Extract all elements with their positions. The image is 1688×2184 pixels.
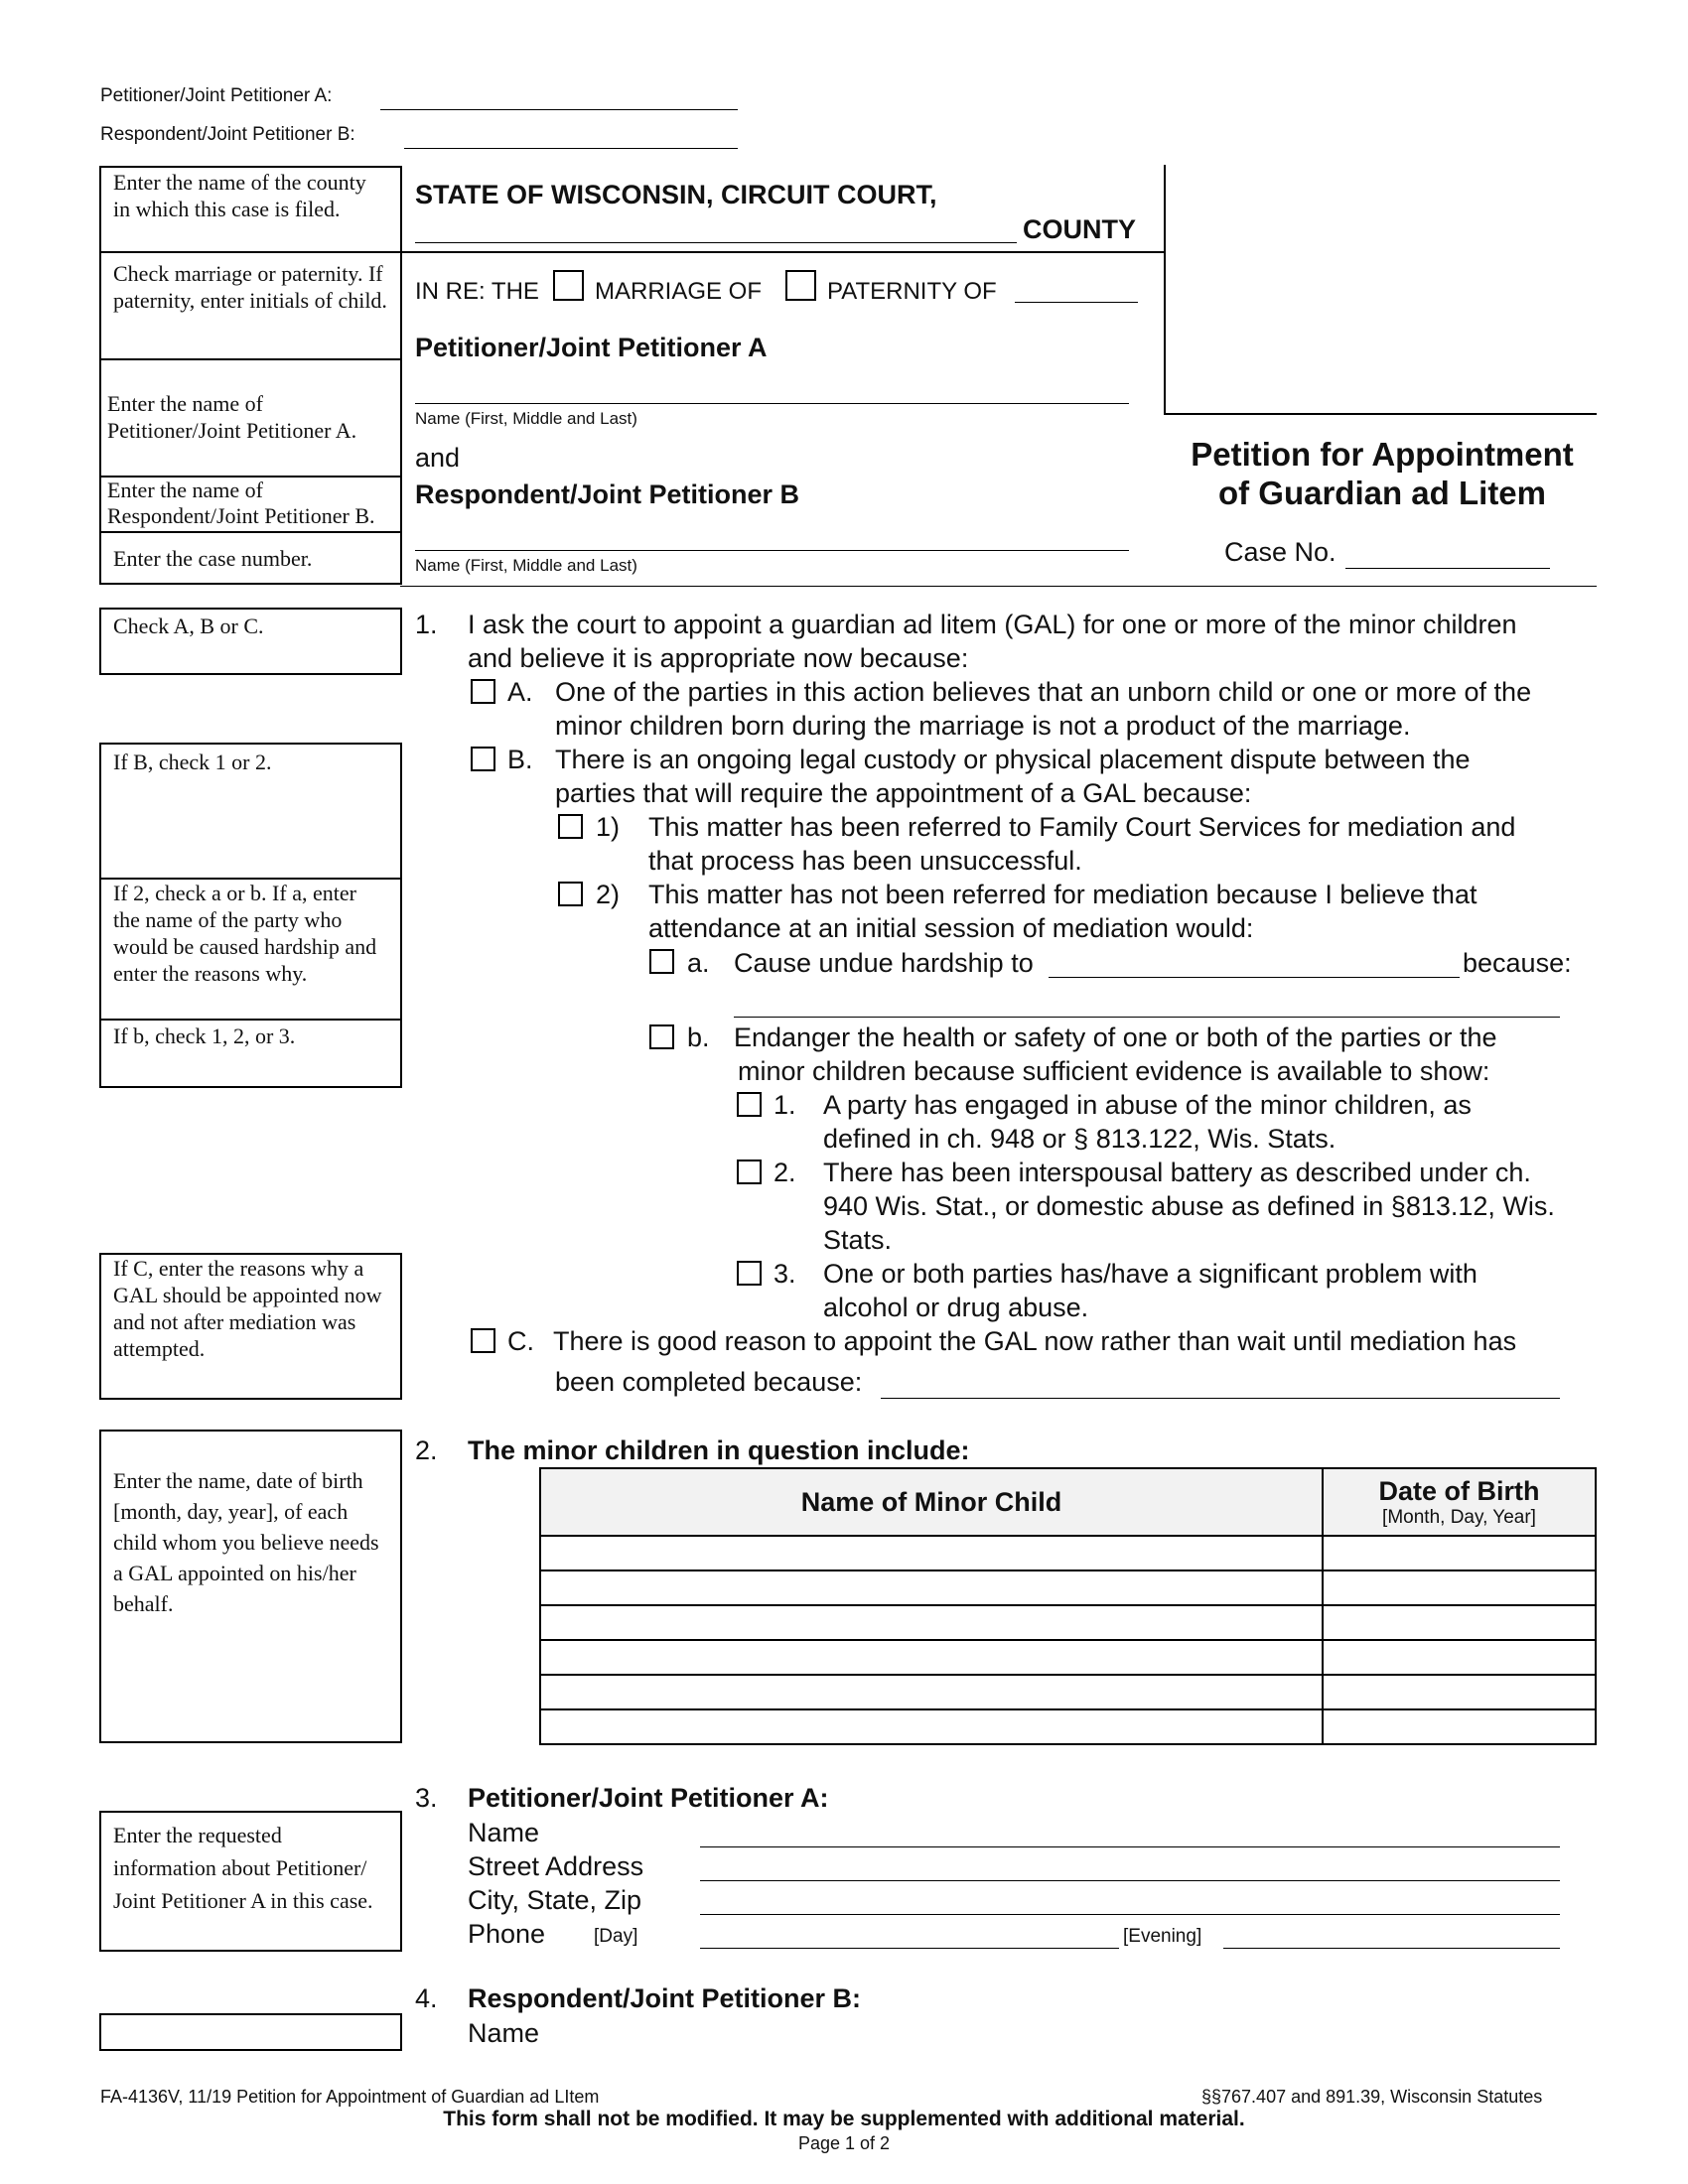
item1-text-line-1: I ask the court to appoint a guardian ad litem (GAL) for one or more of the minor children	[468, 610, 1517, 639]
hardship-reason-input[interactable]	[734, 989, 1560, 1018]
option-c-label: C.	[507, 1326, 534, 1356]
col-name-header: Name of Minor Child	[540, 1468, 1323, 1536]
evidence-1-label: 1.	[774, 1090, 796, 1120]
option-b2-label: 2)	[596, 880, 621, 909]
option-2a-because: because:	[1463, 948, 1572, 978]
evidence-3-text-line-1: One or both parties has/have a significant problem with	[823, 1259, 1477, 1289]
caption-petitioner-a: Petitioner/Joint Petitioner A	[415, 333, 768, 362]
caption-divider-vertical	[1164, 165, 1166, 415]
item2-number: 2.	[415, 1435, 438, 1465]
form-title-line-1: Petition for Appointment	[1191, 436, 1574, 473]
option-a-checkbox[interactable]	[471, 679, 495, 704]
item1-text-line-2: and believe it is appropriate now because:	[468, 643, 969, 673]
petitioner-street-input[interactable]	[700, 1852, 1560, 1881]
sidebar-if-c: If C, enter the reasons why a GAL should be appointed now and not after mediation was attempted.	[99, 1253, 402, 1400]
footer-page-number: Page 1 of 2	[797, 2133, 891, 2153]
caption-divider-title	[1164, 413, 1597, 415]
respondent-b-name-input[interactable]	[415, 522, 1129, 551]
option-c-checkbox[interactable]	[471, 1328, 495, 1353]
option-2b-text-line-1: Endanger the health or safety of one or both of the parties or the	[734, 1023, 1497, 1052]
footer-form-id: FA-4136V, 11/19 Petition for Appointment of Guardian ad LItem	[100, 2087, 600, 2107]
children-table	[539, 1467, 1597, 1745]
child-dob-input[interactable]	[1324, 1710, 1595, 1743]
sidebar-petitioner-note: Enter the name of Petitioner/Joint Petitioner A.	[99, 358, 402, 478]
petitioner-name-label: Name	[468, 1818, 540, 1847]
option-2a-text: Cause undue hardship to	[734, 948, 1034, 978]
petitioner-phone-day-input[interactable]	[700, 1920, 1119, 1949]
child-name-input[interactable]	[541, 1710, 1322, 1743]
marriage-of-label: MARRIAGE OF	[595, 278, 763, 305]
col-dob-header	[1323, 1468, 1596, 1536]
item3-heading: Petitioner/Joint Petitioner A:	[468, 1783, 829, 1813]
child-name-input[interactable]	[541, 1676, 1322, 1708]
evidence-2-text-line-1: There has been interspousal battery as described under ch.	[823, 1158, 1531, 1187]
court-name: STATE OF WISCONSIN, CIRCUIT COURT,	[415, 180, 937, 209]
child-name-input[interactable]	[541, 1537, 1322, 1570]
evidence-2-label: 2.	[774, 1158, 796, 1187]
child-dob-input[interactable]	[1324, 1537, 1595, 1570]
option-b2-text-line-2: attendance at an initial session of mediation would:	[648, 913, 1254, 943]
item4-heading: Respondent/Joint Petitioner B:	[468, 1983, 862, 2013]
sidebar-respondent-note: Enter the name of Respondent/Joint Petitioner B.	[99, 476, 402, 533]
petitioner-a-name-hint: Name (First, Middle and Last)	[415, 409, 637, 428]
petitioner-phone-label: Phone	[468, 1919, 546, 1949]
sidebar-petitioner-info: Enter the requested information about Petitioner/ Joint Petitioner A in this case.	[99, 1811, 402, 1952]
county-label: COUNTY	[1023, 214, 1136, 244]
sidebar-case-number-note: Enter the case number.	[99, 531, 402, 585]
option-2b-checkbox[interactable]	[649, 1024, 674, 1049]
sidebar-county-note: Enter the name of the county in which this case is filed.	[99, 166, 402, 253]
form-title	[1168, 435, 1597, 512]
petitioner-a-header-input[interactable]	[380, 83, 738, 110]
child-dob-input[interactable]	[1324, 1641, 1595, 1674]
and-label: and	[415, 443, 461, 473]
child-dob-input[interactable]	[1324, 1606, 1595, 1639]
option-b2-checkbox[interactable]	[558, 882, 583, 906]
child-name-input[interactable]	[541, 1606, 1322, 1639]
sidebar-if-b-check: If b, check 1, 2, or 3.	[99, 1019, 402, 1088]
option-a-label: A.	[507, 677, 533, 707]
option-b-text-line-1: There is an ongoing legal custody or physical placement dispute between the	[555, 745, 1471, 774]
phone-evening-label: [Evening]	[1123, 1926, 1202, 1947]
option-b-text-line-2: parties that will require the appointment of a GAL because:	[555, 778, 1252, 808]
evidence-1-text-line-2: defined in ch. 948 or § 813.122, Wis. Stats.	[823, 1124, 1336, 1154]
respondent-name-label: Name	[468, 2018, 540, 2048]
option-b-label: B.	[507, 745, 533, 774]
evidence-3-checkbox[interactable]	[737, 1261, 762, 1286]
evidence-2-text-line-3: Stats.	[823, 1225, 893, 1255]
child-name-input[interactable]	[541, 1641, 1322, 1674]
option-c-text-line-2: been completed because:	[555, 1367, 863, 1397]
petitioner-phone-evening-input[interactable]	[1223, 1920, 1560, 1949]
respondent-b-name-hint: Name (First, Middle and Last)	[415, 556, 637, 575]
table-row	[540, 1605, 1596, 1640]
sidebar-respondent-info	[99, 2013, 402, 2051]
evidence-1-text-line-1: A party has engaged in abuse of the minor children, as	[823, 1090, 1472, 1120]
option-b1-label: 1)	[596, 812, 621, 842]
caption-bottom-rule	[400, 586, 1597, 587]
child-dob-input[interactable]	[1324, 1571, 1595, 1604]
option-b-checkbox[interactable]	[471, 747, 495, 771]
option-a-text-line-2: minor children born during the marriage is not a product of the marriage.	[555, 711, 1411, 741]
petitioner-city-label: City, State, Zip	[468, 1885, 642, 1915]
case-no-input[interactable]	[1345, 542, 1550, 569]
paternity-of-label: PATERNITY OF	[827, 278, 997, 305]
table-row	[540, 1640, 1596, 1675]
child-initials-input[interactable]	[1015, 276, 1138, 303]
sidebar-if-b: If B, check 1 or 2.	[99, 743, 402, 880]
col-dob-sub: [Month, Day, Year]	[1382, 1506, 1536, 1528]
footer-notice: This form shall not be modified. It may be supplemented with additional material.	[443, 2108, 1245, 2130]
option-2a-checkbox[interactable]	[649, 949, 674, 974]
sidebar-check-abc: Check A, B or C.	[99, 608, 402, 675]
col-dob-title: Date of Birth	[1378, 1475, 1540, 1506]
petitioner-city-input[interactable]	[700, 1886, 1560, 1915]
table-row	[540, 1675, 1596, 1709]
option-2b-label: b.	[687, 1023, 710, 1052]
option-b2-text-line-1: This matter has not been referred for mediation because I believe that	[648, 880, 1477, 909]
table-row	[540, 1536, 1596, 1570]
caption-divider-county	[400, 251, 1165, 253]
evidence-3-text-line-2: alcohol or drug abuse.	[823, 1293, 1089, 1322]
item2-heading: The minor children in question include:	[468, 1435, 970, 1465]
footer-statutes: §§767.407 and 891.39, Wisconsin Statutes	[1201, 2087, 1543, 2107]
option-2b-text-line-2: minor children because sufficient evidence is available to show:	[738, 1056, 1490, 1086]
option-b1-checkbox[interactable]	[558, 814, 583, 839]
sidebar-marriage-note: Check marriage or paternity. If paternity, enter initials of child.	[99, 251, 402, 360]
hardship-party-input[interactable]	[1049, 951, 1460, 978]
option-c-text-line-1: There is good reason to appoint the GAL now rather than wait until mediation has	[553, 1326, 1517, 1356]
county-input[interactable]	[415, 216, 1017, 243]
petitioner-name-input[interactable]	[700, 1819, 1560, 1847]
evidence-2-checkbox[interactable]	[737, 1160, 762, 1184]
petitioner-a-name-input[interactable]	[415, 375, 1129, 404]
evidence-1-checkbox[interactable]	[737, 1092, 762, 1117]
marriage-checkbox[interactable]	[553, 270, 584, 301]
petitioner-street-label: Street Address	[468, 1851, 644, 1881]
child-name-input[interactable]	[541, 1571, 1322, 1604]
paternity-checkbox[interactable]	[785, 270, 816, 301]
item4-number: 4.	[415, 1983, 438, 2013]
item1-number: 1.	[415, 610, 438, 639]
option-a-text-line-1: One of the parties in this action believes that an unborn child or one or more of the	[555, 677, 1532, 707]
option-c-reason-input[interactable]	[881, 1370, 1560, 1399]
child-dob-input[interactable]	[1324, 1676, 1595, 1708]
phone-day-label: [Day]	[594, 1926, 638, 1947]
respondent-b-header-input[interactable]	[404, 122, 738, 149]
sidebar-children: Enter the name, date of birth [month, day, year], of each child whom you believe needs a GAL appointed on his/her behalf.	[99, 1430, 402, 1743]
caption-respondent-b: Respondent/Joint Petitioner B	[415, 479, 800, 509]
form-title-line-2: of Guardian ad Litem	[1217, 475, 1547, 511]
case-no-label: Case No.	[1224, 537, 1336, 567]
table-row	[540, 1570, 1596, 1605]
petitioner-a-header-label: Petitioner/Joint Petitioner A:	[100, 85, 333, 106]
table-row	[540, 1709, 1596, 1744]
in-re-label: IN RE: THE	[415, 278, 539, 305]
option-b1-text-line-2: that process has been unsuccessful.	[648, 846, 1082, 876]
evidence-3-label: 3.	[774, 1259, 796, 1289]
option-b1-text-line-1: This matter has been referred to Family Court Services for mediation and	[648, 812, 1516, 842]
option-2a-label: a.	[687, 948, 710, 978]
evidence-2-text-line-2: 940 Wis. Stat., or domestic abuse as defined in §813.12, Wis.	[823, 1191, 1555, 1221]
sidebar-if-2: If 2, check a or b. If a, enter the name of the party who would be caused hardship and enter the reasons why.	[99, 878, 402, 1021]
item3-number: 3.	[415, 1783, 438, 1813]
respondent-b-header-label: Respondent/Joint Petitioner B:	[100, 124, 355, 145]
